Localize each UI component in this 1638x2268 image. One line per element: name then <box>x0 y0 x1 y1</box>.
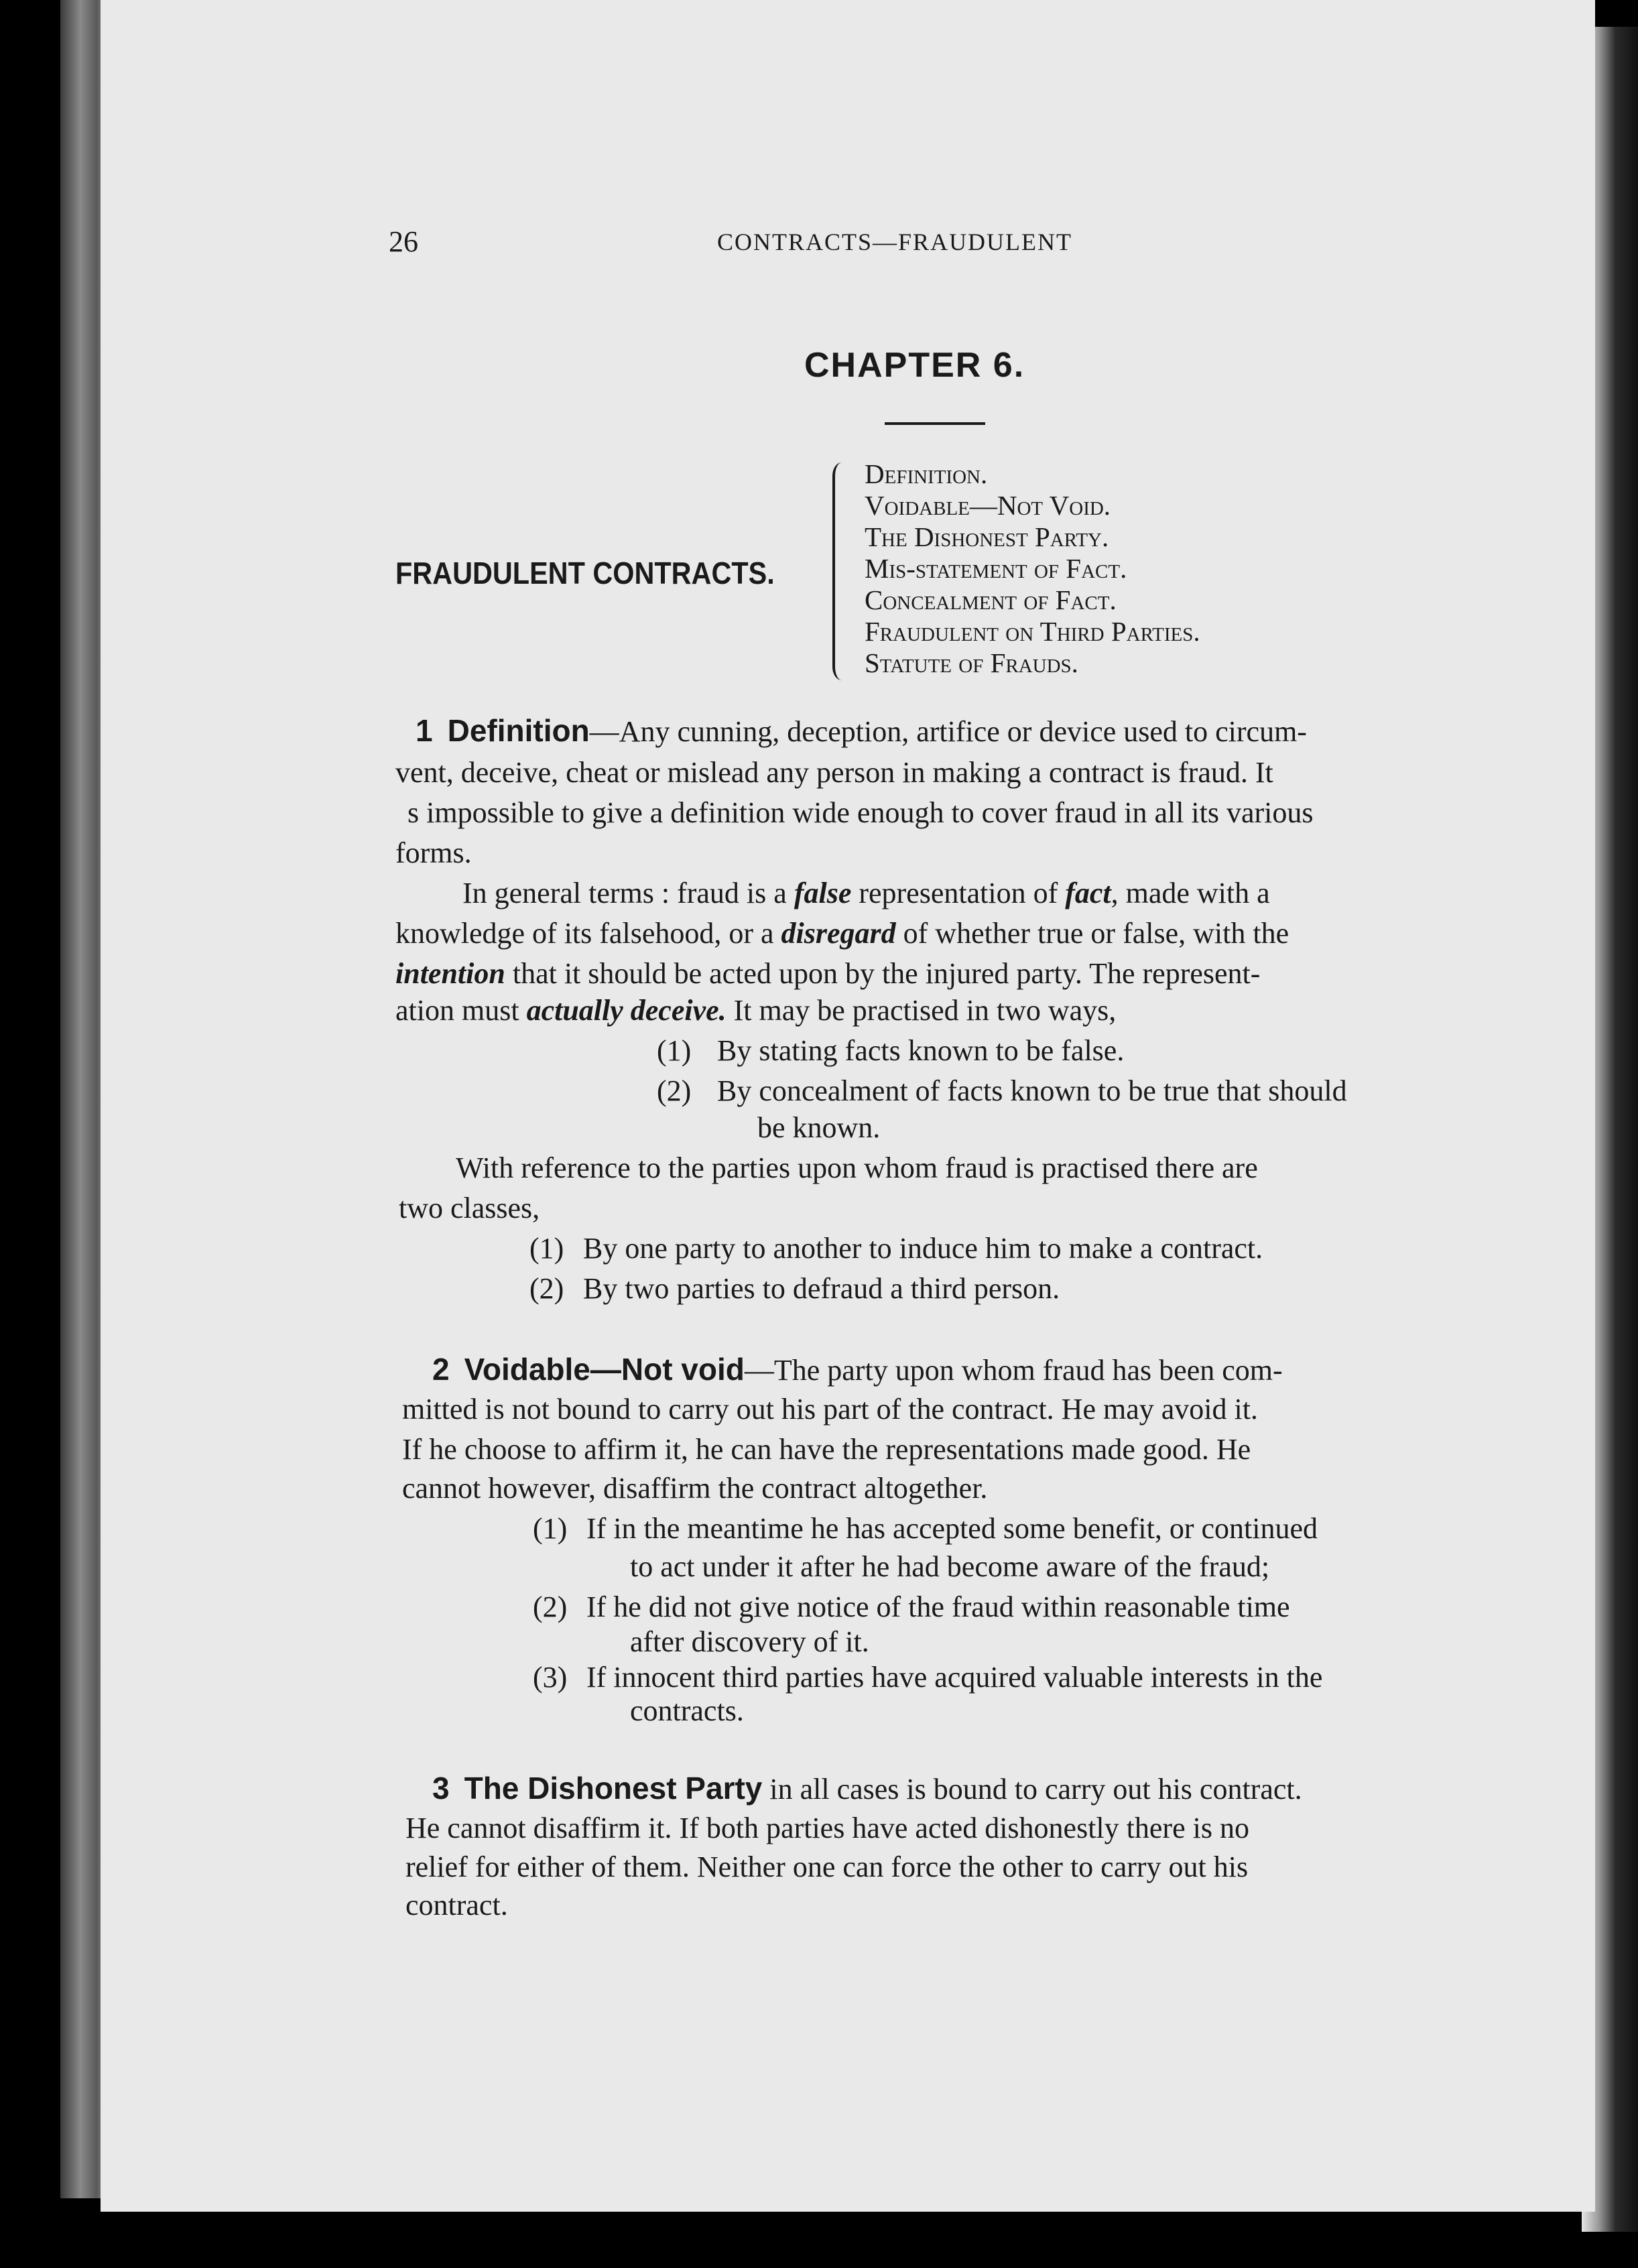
contents-item: Definition. <box>865 458 988 489</box>
definition-line <box>462 875 1270 912</box>
section-2-line: cannot however, disaffirm the contract altogether. <box>402 1472 988 1505</box>
list-item-text: If he did not give notice of the fraud within reasonable time <box>586 1590 1290 1623</box>
section-3-number: 3 <box>432 1771 450 1806</box>
definition-line <box>395 915 1289 952</box>
section-3-heading: The Dishonest Party <box>464 1771 763 1806</box>
section-1-line: forms. <box>395 836 472 869</box>
contents-item: Concealment of Fact. <box>865 584 1117 615</box>
emphasis-actually-deceive: actually deceive. <box>526 994 727 1027</box>
list-item-text: By concealment of facts known to be true that should <box>717 1074 1347 1107</box>
emphasis-intention: intention <box>395 957 505 990</box>
list-item-text: If innocent third parties have acquired valuable interests in the <box>586 1661 1323 1694</box>
title-rule <box>885 422 985 425</box>
contents-item: The Dishonest Party. <box>865 521 1109 552</box>
text-run: of whether true or false, with the <box>895 917 1289 950</box>
section-1-heading: Definition <box>447 713 590 748</box>
list-item-continuation: contracts. <box>630 1694 744 1727</box>
section-2-text: —The party upon whom fraud has been com- <box>744 1354 1283 1387</box>
section-2-heading: Voidable—Not void <box>464 1352 745 1387</box>
section-3-line: contract. <box>405 1889 508 1922</box>
emphasis-fact: fact <box>1065 877 1111 909</box>
subject-heading: FRAUDULENT CONTRACTS. <box>395 556 775 590</box>
definition-line <box>395 955 1260 993</box>
page-number: 26 <box>389 225 418 258</box>
text-run: In general terms : fraud is a <box>462 877 794 909</box>
section-1-line: vent, deceive, cheat or mislead any person in making a contract is fraud. It <box>395 756 1273 789</box>
list-item-number: (2) <box>529 1272 564 1305</box>
book-page <box>101 0 1595 2212</box>
running-title: CONTRACTS—FRAUDULENT <box>717 229 1073 255</box>
text-run: representation of <box>851 877 1066 909</box>
chapter-title: CHAPTER 6. <box>804 346 1025 385</box>
list-item-text: By stating facts known to be false. <box>717 1034 1125 1067</box>
list-item-text: By one party to another to induce him to make a contract. <box>583 1232 1263 1265</box>
section-1-line: s impossible to give a definition wide enough to cover fraud in all its various <box>407 796 1314 829</box>
text-run: It may be practised in two ways, <box>726 994 1117 1027</box>
contents-brace <box>832 462 844 680</box>
contents-item: Fraudulent on Third Parties. <box>865 616 1200 647</box>
definition-line <box>395 992 1116 1029</box>
section-2-line: mitted is not bound to carry out his part of the contract. He may avoid it. <box>402 1393 1258 1426</box>
list-item-text: By two parties to defraud a third person. <box>583 1272 1060 1305</box>
section-1-text: —Any cunning, deception, artifice or device used to circum- <box>589 715 1307 748</box>
list-item-text: If in the meantime he has accepted some benefit, or continued <box>586 1512 1318 1545</box>
list-item-continuation: to act under it after he had become aware of the fraud; <box>630 1550 1270 1583</box>
section-1-number: 1 <box>416 713 433 748</box>
text-run: that it should be acted upon by the injured party. The represent- <box>505 957 1261 990</box>
list-item-number: (2) <box>657 1074 692 1107</box>
list-item-continuation: after discovery of it. <box>630 1625 869 1658</box>
section-2-line: If he choose to affirm it, he can have the representations made good. He <box>402 1433 1251 1466</box>
list-item-number: (1) <box>657 1034 692 1067</box>
text-run: knowledge of its falsehood, or a <box>395 917 781 950</box>
contents-item: Voidable—Not Void. <box>865 490 1111 521</box>
section-3-first-line <box>432 1769 1302 1808</box>
contents-item: Mis-statement of Fact. <box>865 553 1127 584</box>
list-item-number: (3) <box>533 1661 568 1694</box>
list-item-number: (2) <box>533 1590 568 1623</box>
section-1-line: With reference to the parties upon whom fraud is practised there are <box>456 1151 1258 1184</box>
text-run: , made with a <box>1111 877 1270 909</box>
section-1-line: two classes, <box>399 1192 540 1224</box>
section-2-first-line <box>432 1350 1283 1389</box>
emphasis-disregard: disregard <box>781 917 896 950</box>
list-item-number: (1) <box>533 1512 568 1545</box>
section-1-first-line <box>416 712 1307 751</box>
list-item-continuation: be known. <box>757 1111 881 1144</box>
contents-item: Statute of Frauds. <box>865 647 1078 678</box>
section-3-line: He cannot disaffirm it. If both parties have acted dishonestly there is no <box>405 1812 1249 1844</box>
list-item-number: (1) <box>529 1232 564 1265</box>
text-run: ation must <box>395 994 527 1027</box>
section-2-number: 2 <box>432 1352 450 1387</box>
section-3-line: relief for either of them. Neither one can force the other to carry out his <box>405 1850 1249 1883</box>
section-3-text: in all cases is bound to carry out his contract. <box>762 1773 1302 1806</box>
emphasis-false: false <box>794 877 852 909</box>
